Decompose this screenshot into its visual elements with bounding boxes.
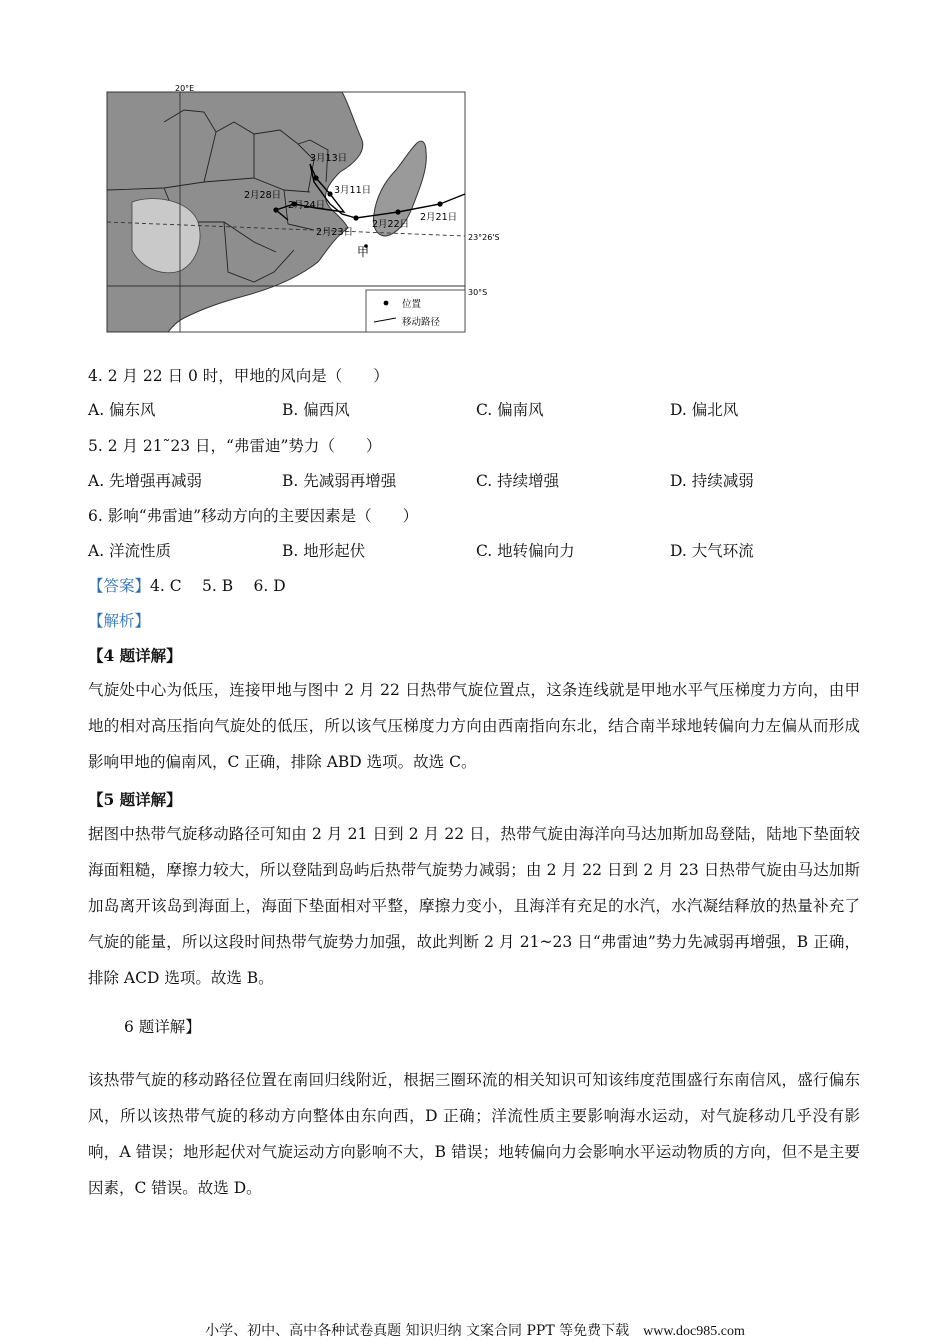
question-4-options xyxy=(88,400,868,420)
detail-5-heading: 【5 题详解】 xyxy=(88,790,182,809)
cyclone-path-map xyxy=(104,82,500,334)
date-label: 2月21日 xyxy=(420,212,458,223)
date-label: 3月13日 xyxy=(310,153,348,164)
footer-url[interactable]: www.doc985.com xyxy=(643,1324,745,1339)
detail-4-heading: 【4 题详解】 xyxy=(88,646,182,665)
answer-text: 4. C 5. B 6. D xyxy=(150,577,286,595)
option-d: D. 偏北风 xyxy=(670,401,739,419)
footer-text: 小学、初中、高中各种试卷真题 知识归纳 文案合同 PPT 等免费下载 xyxy=(205,1323,630,1339)
analysis-tag: 【解析】 xyxy=(88,612,151,630)
answer-tag: 【答案】 xyxy=(88,577,151,595)
place-label: 甲 xyxy=(357,245,370,259)
date-label: 2月28日 xyxy=(244,190,282,201)
parallel-30s-label: 30°S xyxy=(468,288,488,297)
legend-path-label: 移动路径 xyxy=(402,317,441,328)
date-label: 3月11日 xyxy=(334,185,372,196)
option-b: B. 先减弱再增强 xyxy=(282,472,397,490)
detail-6-heading: 6 题详解】 xyxy=(124,1018,201,1036)
legend-position-label: 位置 xyxy=(402,299,422,310)
detail-4-text: 气旋处中心为低压，连接甲地与图中 2 月 22 日热带气旋位置点，这条连线就是甲地水平气压梯度力方向，由甲地的相对高压指向气旋处的低压，所以该气压梯度力方向由西南指向东北，结合南半球地转偏向力左偏从而形成影响甲地的偏南风，C 正确，排除 ABD 选项。故选 C。 xyxy=(88,681,860,771)
date-label: 2月24日 xyxy=(288,200,326,211)
meridian-20e-label: 20°E xyxy=(175,84,195,93)
answer-line xyxy=(88,576,286,596)
option-c: C. 偏南风 xyxy=(476,401,544,419)
option-c: C. 地转偏向力 xyxy=(476,542,575,560)
date-label: 2月23日 xyxy=(316,227,354,238)
question-6-options xyxy=(88,541,868,561)
option-c: C. 持续增强 xyxy=(476,472,560,490)
option-a: A. 偏东风 xyxy=(88,401,156,419)
detail-6-text: 该热带气旋的移动路径位置在南回归线附近，根据三圈环流的相关知识可知该纬度范围盛行东南信风，盛行偏东风，所以该热带气旋的移动方向整体由东向西，D 正确；洋流性质主要影响海水运动，对气旋移动几乎没有影响，A 错误；地形起伏对气旋运动方向影响不大，B 错误；地转偏向力会影响水平运动物质的方向，但不是主要因素，C 错误。故选 D。 xyxy=(88,1071,860,1197)
tropic-label: 23°26'S xyxy=(468,233,500,242)
question-4-stem: 4. 2 月 22 日 0 时，甲地的风向是（ ） xyxy=(88,367,389,385)
page-footer xyxy=(0,1322,950,1341)
option-b: B. 偏西风 xyxy=(282,401,350,419)
option-a: A. 洋流性质 xyxy=(88,542,172,560)
option-a: A. 先增强再减弱 xyxy=(88,472,203,490)
option-b: B. 地形起伏 xyxy=(282,542,366,560)
option-d: D. 持续减弱 xyxy=(670,472,754,490)
option-d: D. 大气环流 xyxy=(670,542,754,560)
question-5-stem: 5. 2 月 21˜23 日，“弗雷迪”势力（ ） xyxy=(88,437,382,455)
detail-5-text: 据图中热带气旋移动路径可知由 2 月 21 日到 2 月 22 日，热带气旋由海洋向马达加斯加岛登陆，陆地下垫面较海面粗糙，摩擦力较大，所以登陆到岛屿后热带气旋势力减弱；由 2 月 22 日到 2 月 23 日热带气旋由马达加斯加岛离开该岛到海面上，海面下垫面相对平整，摩擦力变小，且海洋有充足的水汽，水汽凝结释放的热量补充了气旋的能量，所以这段时间热带气旋势力加强，故此判断 2 月 21~23 日“弗雷迪”势力先减弱再增强，B 正确，排除 ACD 选项。故选 B。 xyxy=(88,825,861,987)
question-5-options xyxy=(88,471,868,491)
question-6-stem: 6. 影响“弗雷迪”移动方向的主要因素是（ ） xyxy=(88,507,419,525)
date-label: 2月22日 xyxy=(372,219,410,230)
